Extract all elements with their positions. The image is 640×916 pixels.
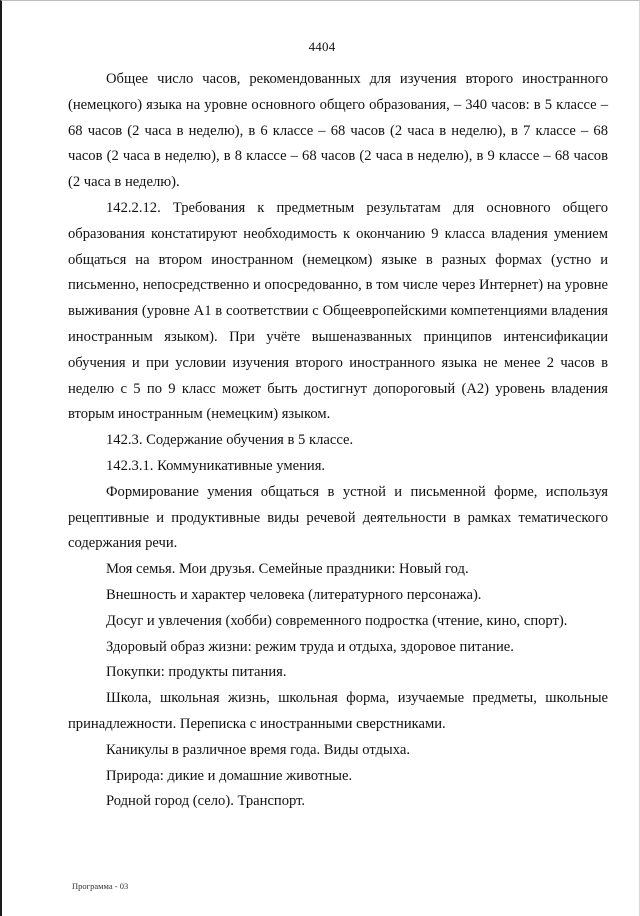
topic-appearance: Внешность и характер человека (литературного персонажа). bbox=[106, 586, 482, 603]
topic-leisure: Досуг и увлечения (хобби) современного подростка (чтение, кино, спорт). bbox=[106, 612, 568, 629]
page-footer: Программа - 03 bbox=[72, 881, 129, 891]
topic-healthy-lifestyle: Здоровый образ жизни: режим труда и отдыха, здоровое питание. bbox=[106, 638, 514, 655]
topic-holidays: Каникулы в различное время года. Виды отдыха. bbox=[106, 741, 410, 758]
subsection-heading-communicative: 142.3.1. Коммуникативные умения. bbox=[106, 457, 326, 474]
section-heading-content: 142.3. Содержание обучения в 5 классе. bbox=[106, 432, 354, 449]
paragraph-total-hours: Общее число часов, рекомендованных для изучения второго иностранного (немецкого) языка на уровне основного общего образования, – 340 часов: в 5 классе – 68 часов (2 часа в неделю), в 6 классе – 68 часов (2 часа в неделю), в 7 классе – 68 часов (2 часа в неделю), в 8 классе – 68 часов (2 часа в неделю), в 9 классе – 68 часов (2 часа в неделю). bbox=[68, 71, 608, 191]
page-number: 4404 bbox=[308, 39, 336, 54]
topic-hometown: Родной город (село). Транспорт. bbox=[106, 793, 306, 810]
paragraph-skills-formation: Формирование умения общаться в устной и письменной форме, используя рецептивные и продуктивные виды речевой деятельности в рамках тематического содержания речи. bbox=[68, 483, 608, 552]
topic-school: Школа, школьная жизнь, школьная форма, изучаемые предметы, школьные принадлежности. Переписка с иностранными сверстниками. bbox=[68, 690, 608, 732]
topic-shopping: Покупки: продукты питания. bbox=[106, 664, 287, 681]
topic-nature: Природа: дикие и домашние животные. bbox=[106, 767, 353, 784]
topic-family: Моя семья. Мои друзья. Семейные праздники: Новый год. bbox=[106, 561, 469, 578]
paragraph-requirements: 142.2.12. Требования к предметным результатам для основного общего образования констатируют необходимость к окончанию 9 класса владения умением общаться на втором иностранном (немецком) языке в разных формах (устно и письменно, непосредственно и опосредованно, в том числе через Интернет) на уровне выживания (уровне А1 в соответствии с Общеевропейскими компетенциями владения иностранным языком). При учёте вышеназванных принципов интенсификации обучения и при условии изучения второго иностранного языка не менее 2 часов в неделю с 5 по 9 класс может быть достигнут допороговый (А2) уровень владения вторым иностранным (немецким) языком. bbox=[68, 199, 608, 423]
document-body bbox=[68, 67, 608, 815]
